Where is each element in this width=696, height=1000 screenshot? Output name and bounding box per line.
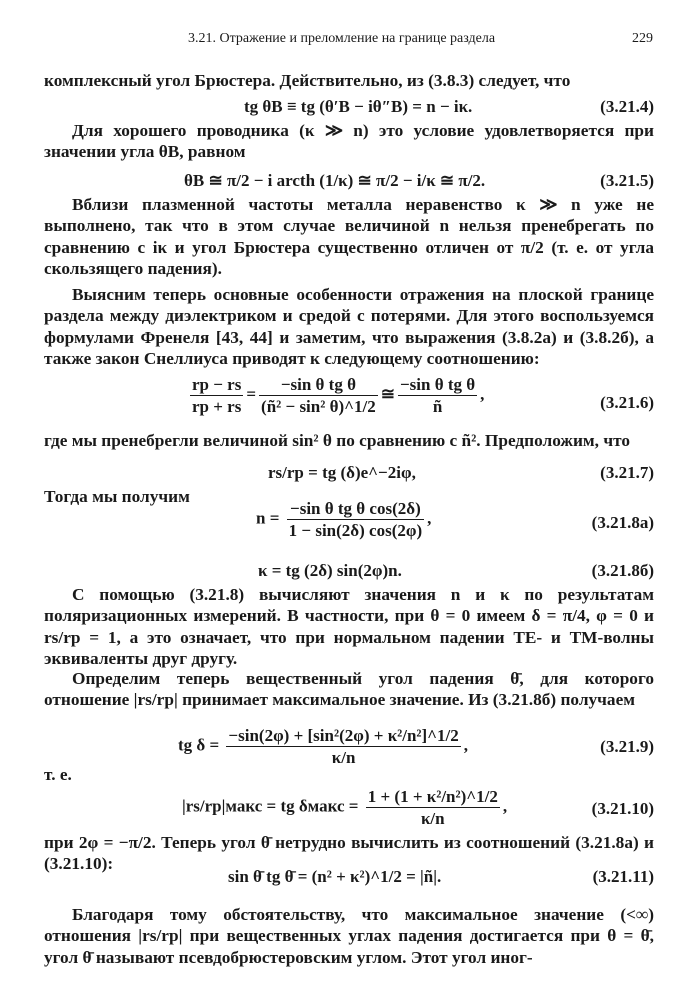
paragraph-7: С помощью (3.21.8) вычисляют значения n и κ по результатам поляризационных измерений. В частности, при θ = 0 имеем δ = π/4, φ = 0 и rs/rp = 1, а это означает, что при нормальном падении TE- и TM-волны эквиваленты друг другу. xyxy=(44,585,654,669)
equation-3-21-10: |rs/rp|макс = tg δмакс = $\frac{\text{1 + (1 + κ²/n²)\textasciicircum{}1/2}}{\kappa/n}$ , xyxy=(182,787,508,828)
paragraph-2: Для хорошего проводника (κ ≫ n) это условие удовлетворяется при значении угла θB, равном xyxy=(44,121,654,162)
equation-number-3-21-10: (3.21.10) xyxy=(591,799,654,818)
equation-3-21-8a: n = $\frac{\text{−sin θ tg θ cos(2δ)}}{1 - \sin(2\delta) \cos(2\varphi)}$ , xyxy=(256,499,432,540)
fraction-8a-denominator: 1 − sin(2δ) cos(2φ) xyxy=(288,521,423,540)
equation-number-3-21-11: (3.21.11) xyxy=(592,867,654,886)
fraction-10-numerator: 1 + (1 + κ²/n²)^1/2 xyxy=(367,787,498,806)
equation-3-21-4: tg θB ≡ tg (θ′B − iθ″B) = n − iκ. xyxy=(244,97,473,116)
fraction-9-numerator: −sin(2φ) + [sin²(2φ) + κ²/n²]^1/2 xyxy=(228,726,459,745)
equation-number-3-21-5: (3.21.5) xyxy=(600,171,654,190)
equation-3-21-5: θB ≅ π/2 − i arcth (1/κ) ≅ π/2 − i/κ ≅ π/2. xyxy=(184,171,486,190)
equation-number-3-21-8a: (3.21.8а) xyxy=(591,513,654,532)
paragraph-5: где мы пренебрегли величиной sin² θ по сравнению с ñ². Предположим, что xyxy=(44,431,630,450)
equation-3-21-8b: κ = tg (2δ) sin(2φ)n. xyxy=(258,561,402,580)
equation-3-21-7: rs/rp = tg (δ)e^−2iφ, xyxy=(268,463,416,482)
equation-number-3-21-7: (3.21.7) xyxy=(600,463,654,482)
equation-3-21-10-lhs: |rs/rp|макс = tg δмакс = xyxy=(182,796,359,816)
paragraph-1: комплексный угол Брюстера. Действительно, из (3.8.3) следует, что xyxy=(44,71,571,90)
fraction-10-denominator: κ/n xyxy=(420,809,445,828)
equation-3-21-6: $\frac{rp - rs}{rp + rs}$ = $\frac{\text{−sin θ tg θ}}{\text{(ñ² − sin² θ)\textasciicircum{}1/2}}$ ≅ $\frac{\text{−sin θ tg θ}}{ñ}$ , xyxy=(192,375,485,416)
fraction-middle-denominator: (ñ² − sin² θ)^1/2 xyxy=(261,397,376,416)
fraction-lhs-numerator: rp − rs xyxy=(192,375,242,394)
paragraph-6: Тогда мы получим xyxy=(44,487,190,506)
fraction-9-denominator: κ/n xyxy=(331,748,356,767)
equation-number-3-21-4: (3.21.4) xyxy=(600,97,654,116)
paragraph-4: Выясним теперь основные особенности отражения на плоской границе раздела между диэлектриком и средой с потерями. Для этого воспользуемся формулами Френеля [43, 44] и заметим, что выражения (3.8.2а) и (3.8.2б), а также закон Снеллиуса приводят к следующему соотношению: xyxy=(44,285,654,369)
equation-number-3-21-9: (3.21.9) xyxy=(600,737,654,756)
paragraph-10: при 2φ = −π/2. Теперь угол θ̄ нетрудно вычислить из соотношений (3.21.8а) и (3.21.10): xyxy=(44,833,654,874)
fraction-8a-numerator: −sin θ tg θ cos(2δ) xyxy=(287,498,424,520)
equation-3-21-8a-lhs: n = xyxy=(256,508,280,528)
fraction-middle-numerator: −sin θ tg θ xyxy=(259,374,378,396)
equation-number-3-21-8b: (3.21.8б) xyxy=(591,561,654,580)
equation-3-21-11: sin θ̄ tg θ̄ = (n² + κ²)^1/2 = |ñ|. xyxy=(228,867,442,886)
page-number: 229 xyxy=(632,31,653,46)
paragraph-8: Определим теперь вещественный угол падения θ̄, для которого отношение |rs/rp| принимает максимальное значение. Из (3.21.8б) получаем xyxy=(44,669,654,710)
paragraph-11: Благодаря тому обстоятельству, что максимальное значение (<∞) отношения |rs/rp| при вещественных углах падения достигается при θ = θ̄, угол θ̄ называют псевдобрюстеровским углом. Этот угол иног- xyxy=(44,905,654,967)
equation-3-21-9: tg δ = $\frac{\text{−sin(2φ) + [sin²(2φ) + κ²/n²]\textasciicircum{}1/2}}{\kappa/n}$ , xyxy=(178,726,469,767)
fraction-lhs-denominator: rp + rs xyxy=(192,397,242,416)
equation-number-3-21-6: (3.21.6) xyxy=(600,393,654,412)
paragraph-3: Вблизи плазменной частоты металла неравенство κ ≫ n уже не выполнено, так что в этом случае величиной n нельзя пренебрегать по сравнению с iκ и угол Брюстера существенно отличен от π/2 (т. е. от угла скользящего падения). xyxy=(44,195,654,279)
section-title: 3.21. Отражение и преломление на границе раздела xyxy=(188,31,496,46)
fraction-rhs-denominator: ñ xyxy=(432,397,443,416)
paragraph-9: т. е. xyxy=(44,765,72,784)
fraction-rhs-numerator: −sin θ tg θ xyxy=(399,375,476,394)
running-header xyxy=(0,28,696,52)
equation-3-21-9-lhs: tg δ = xyxy=(178,735,220,755)
